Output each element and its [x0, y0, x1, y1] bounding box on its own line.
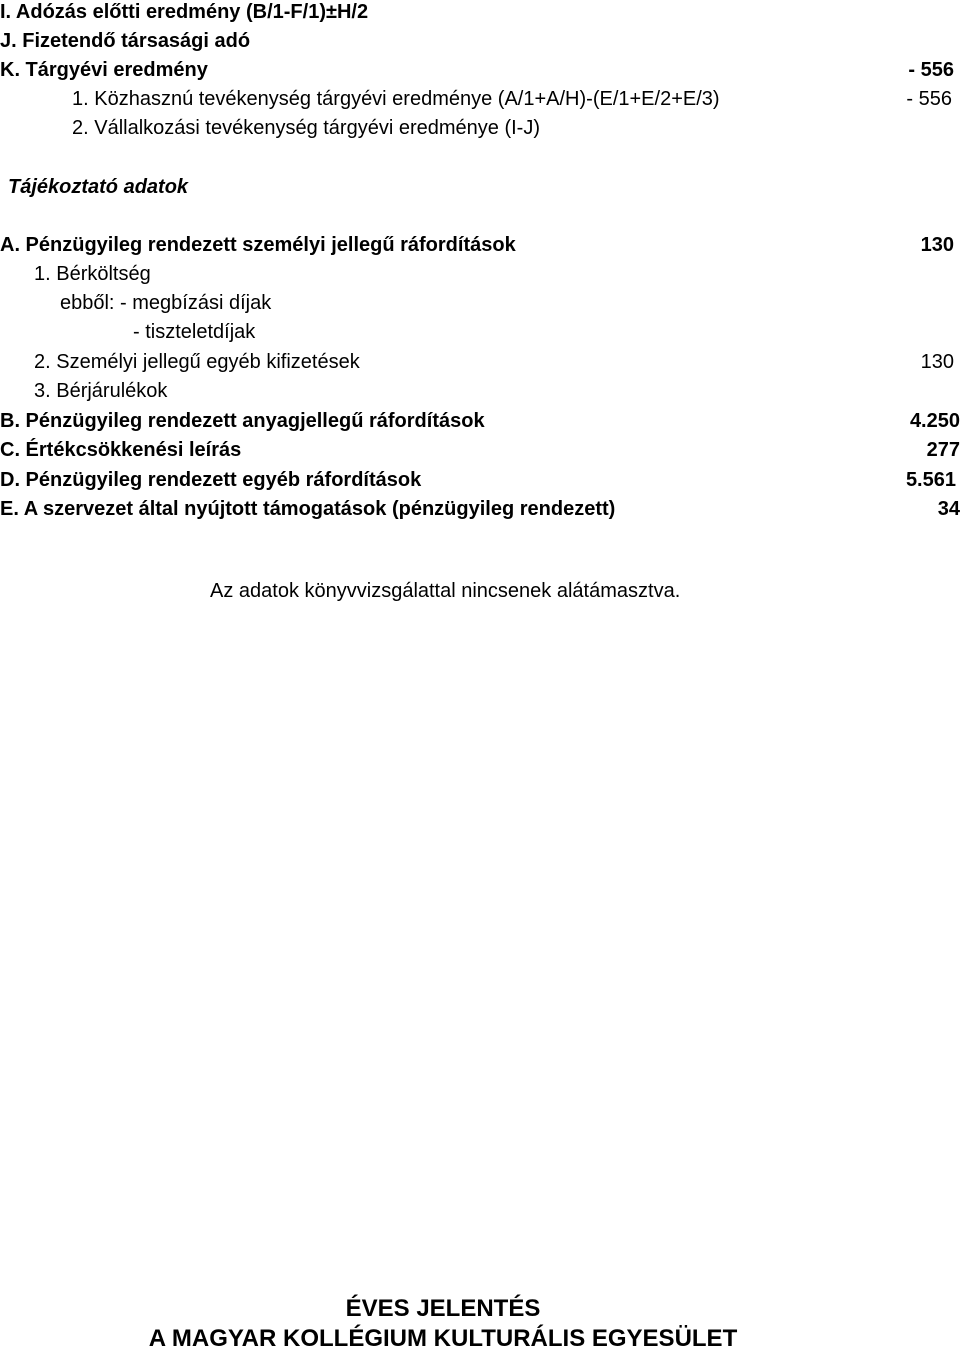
footer-organization: A MAGYAR KOLLÉGIUM KULTURÁLIS EGYESÜLET	[148, 1325, 738, 1352]
info-d-value: 5.561	[905, 469, 956, 491]
info-a-value: 130	[920, 234, 954, 256]
info-a-label: A. Pénzügyileg rendezett személyi jellegű ráfordítások	[0, 234, 516, 256]
row-k-value: - 556	[908, 59, 954, 81]
row-j-label: J. Fizetendő társasági adó	[0, 30, 251, 52]
note-text: Az adatok könyvvizsgálattal nincsenek alátámasztva.	[210, 580, 681, 602]
info-e-label: E. A szervezet által nyújtott támogatások (pénzügyileg rendezett)	[0, 498, 616, 520]
row-i-label: I. Adózás előtti eredmény (B/1-F/1)±H/2	[0, 1, 369, 23]
row-k1-value: - 556	[906, 88, 952, 110]
info-a2-value: 130	[920, 351, 954, 373]
info-d-label: D. Pénzügyileg rendezett egyéb ráfordítások	[0, 469, 422, 491]
info-title: Tájékoztató adatok	[8, 176, 189, 198]
info-b-label: B. Pénzügyileg rendezett anyagjellegű ráfordítások	[0, 410, 485, 432]
footer-title: ÉVES JELENTÉS	[345, 1295, 541, 1322]
info-a1b-label: - tiszteletdíjak	[133, 321, 256, 343]
info-c-label: C. Értékcsökkenési leírás	[0, 439, 242, 461]
info-a1a-label: ebből: - megbízási díjak	[60, 292, 272, 314]
info-a1-label: 1. Bérköltség	[34, 263, 151, 285]
info-b-value: 4.250	[909, 410, 960, 432]
row-k-label: K. Tárgyévi eredmény	[0, 59, 208, 81]
info-a3-label: 3. Bérjárulékok	[34, 380, 168, 402]
row-k1-label: 1. Közhasznú tevékenység tárgyévi eredménye (A/1+A/H)-(E/1+E/2+E/3)	[72, 88, 720, 110]
info-c-value: 277	[926, 439, 960, 461]
row-k2-label: 2. Vállalkozási tevékenység tárgyévi eredménye (I-J)	[72, 117, 540, 139]
info-e-value: 34	[937, 498, 960, 520]
info-a2-label: 2. Személyi jellegű egyéb kifizetések	[34, 351, 360, 373]
